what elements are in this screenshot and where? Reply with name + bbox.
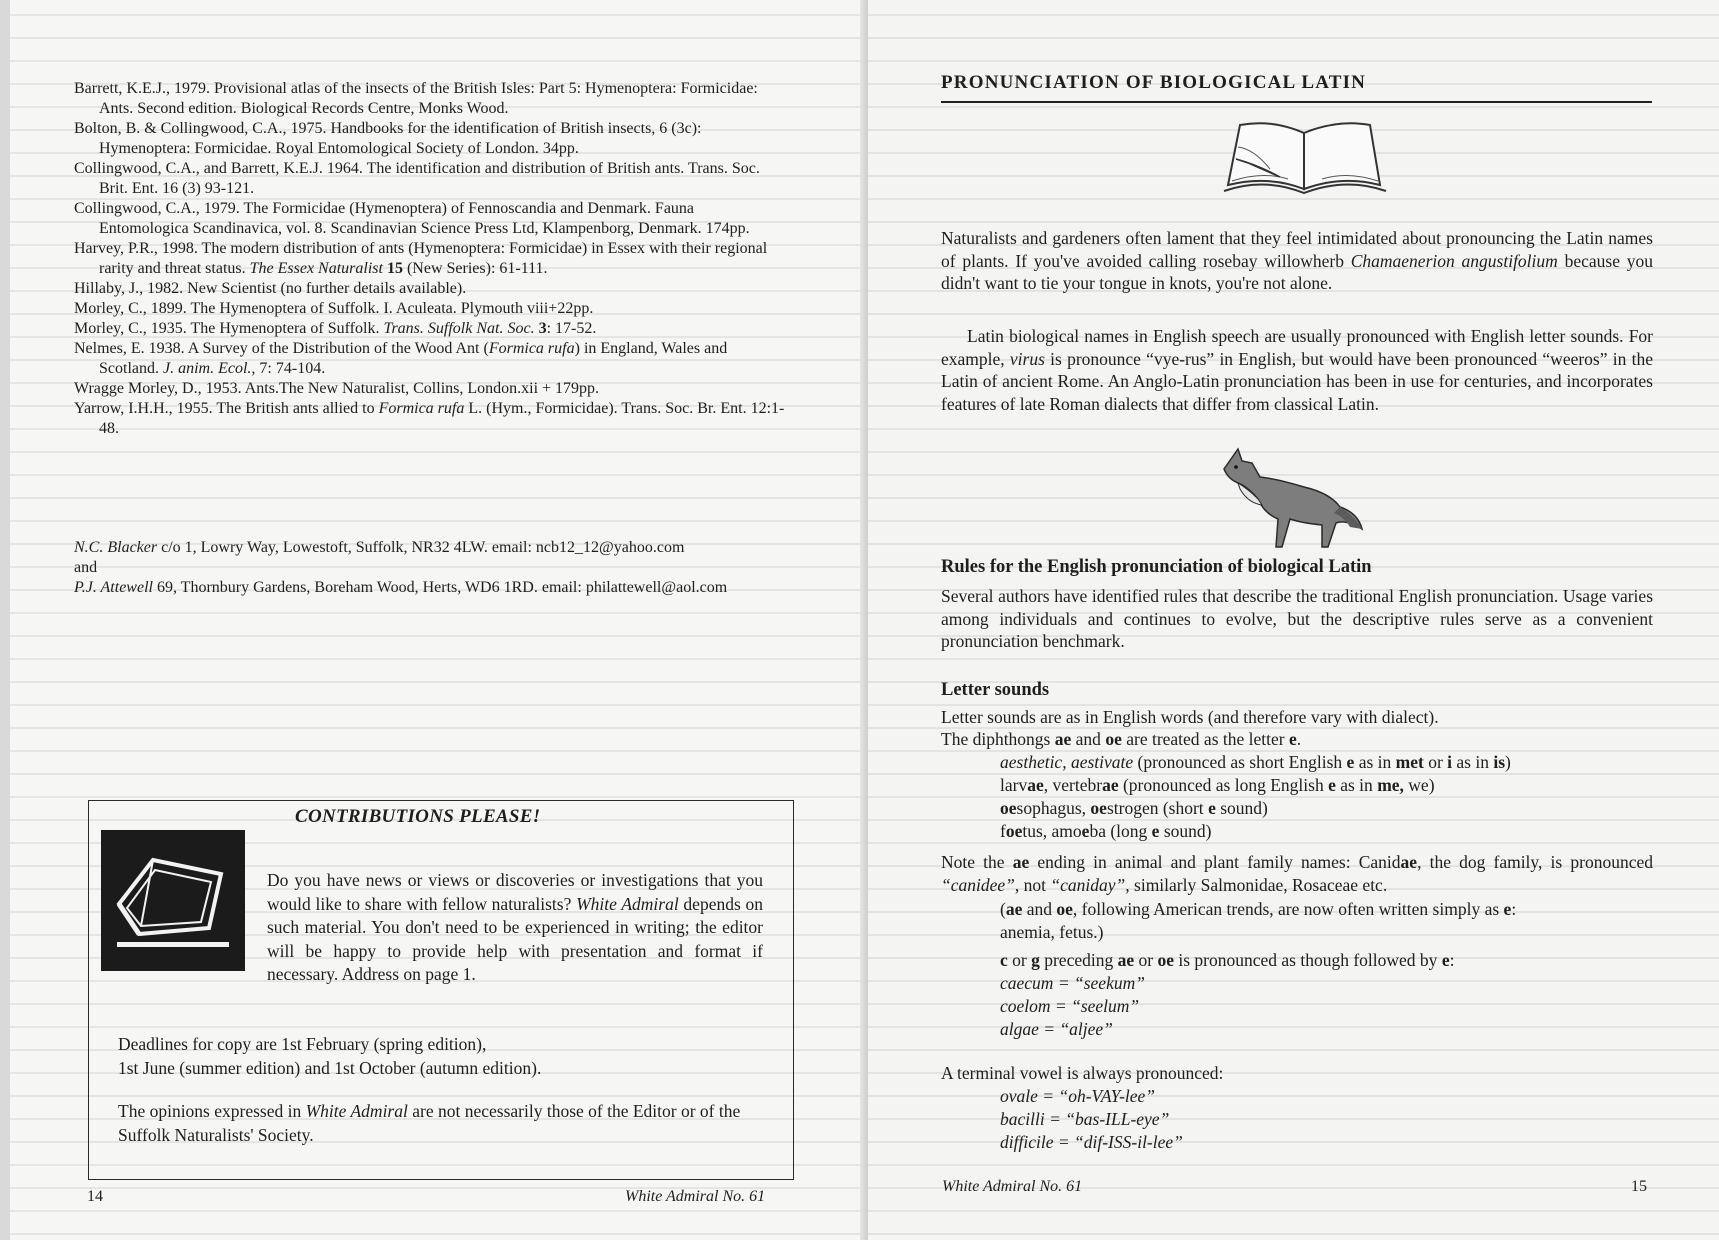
reference-item: Barrett, K.E.J., 1979. Provisional atlas of the insects of the British Isles: Part 5: Hymenoptera: Formicidae: Ants. Second edition. Biological Records Centre, Monks Wood.	[74, 80, 758, 117]
contribution-logo-icon	[101, 830, 245, 971]
example-larvae: larvae, vertebrae (pronounced as long English e as in me, we)	[1000, 775, 1435, 795]
terminal-example: bacilli = “bas-ILL-eye”	[1000, 1109, 1170, 1129]
example-foetus: foetus, amoeba (long e sound)	[1000, 821, 1212, 841]
c-g-example: caecum = “seekum”	[1000, 973, 1145, 993]
reference-item: Harvey, P.R., 1998. The modern distribution of ants (Hymenoptera: Formicidae) in Essex with their regional rarity and threat status. The Essex Naturalist 15 (New Series): 61-111.	[74, 240, 768, 277]
contributions-title: CONTRIBUTIONS PLEASE!	[295, 806, 541, 827]
heading-letter-sounds: Letter sounds	[941, 680, 1050, 700]
author-contacts	[74, 538, 786, 598]
contact-blacker: N.C. Blacker c/o 1, Lowry Way, Lowestoft, Suffolk, NR32 4LW. email: ncb12_12@yahoo.com	[74, 539, 685, 556]
rules-paragraph: Several authors have identified rules that describe the traditional English pronunciation. Usage varies among individuals and continues to evolve, but the descriptive rules serve as a convenient pronunciation benchmark.	[941, 586, 1653, 651]
article-title: PRONUNCIATION OF BIOLOGICAL LATIN	[941, 72, 1367, 93]
footer-title-right: White Admiral No. 61	[942, 1178, 1083, 1195]
letter-sounds-line: Letter sounds are as in English words (and therefore vary with dialect).	[941, 707, 1439, 727]
reference-item: Bolton, B. & Collingwood, C.A., 1975. Handbooks for the identification of British insects, 6 (3c): Hymenoptera: Formicidae. Royal Entomological Society of London. 34pp.	[74, 120, 702, 157]
family-names-note: Note the ae ending in animal and plant family names: Canidae, the dog family, is pronounced “canidee”, not “caniday”, similarly Salmonidae, Rosaceae etc.	[941, 852, 1653, 895]
contact-attewell: P.J. Attewell 69, Thornbury Gardens, Boreham Wood, Herts, WD6 1RD. email: philattewell@aol.com	[74, 579, 728, 596]
fox-icon	[1218, 443, 1364, 555]
page-number-right: 15	[1631, 1178, 1647, 1195]
contributions-text: Do you have news or views or discoveries or investigations that you would like to share with fellow naturalists? White Admiral depends on such material. You don't need to be experienced in writing; the editor will be happy to provide help with presentation and format if necessary. Address on page 1.	[267, 870, 763, 984]
page-number-left: 14	[87, 1188, 103, 1205]
intro-paragraph: Naturalists and gardeners often lament that they feel intimidated about pronouncing the Latin names of plants. If you've avoided calling rosebay willowherb Chamaenerion angustifolium because you didn't want to tie your tongue in knots, you're not alone.	[941, 228, 1653, 293]
footer-title-left: White Admiral No. 61	[625, 1188, 766, 1205]
c-g-example: coelom = “seelum”	[1000, 996, 1140, 1016]
terminal-example: difficile = “dif-ISS-il-lee”	[1000, 1132, 1183, 1152]
english-letters-paragraph: Latin biological names in English speech are usually pronounced with English letter sounds. For example, virus is pronounce “vye-rus” in English, but would have been pronounced “weeros” in the Latin of ancient Rome. An Anglo-Latin pronunciation has been in use for centuries, and incorporates features of late Roman dialects that differ from classical Latin.	[941, 326, 1653, 414]
american-note: (ae and oe, following American trends, are now often written simply as e:	[1000, 899, 1517, 919]
opinions-disclaimer: The opinions expressed in White Admiral are not necessarily those of the Editor or of the Suffolk Naturalists' Society.	[118, 1101, 741, 1145]
c-g-rule: c or g preceding ae or oe is pronounced as though followed by e:	[1000, 950, 1455, 970]
reference-item: Collingwood, C.A., and Barrett, K.E.J. 1964. The identification and distribution of British ants. Trans. Soc. Brit. Ent. 16 (3) 93-121.	[74, 160, 760, 197]
reference-item: Nelmes, E. 1938. A Survey of the Distribution of the Wood Ant (Formica rufa) in England, Wales and Scotland. J. anim. Ecol., 7: 74-104.	[74, 340, 728, 377]
reference-list	[74, 79, 786, 439]
reference-item: Collingwood, C.A., 1979. The Formicidae (Hymenoptera) of Fennoscandia and Denmark. Fauna Entomologica Scandinavica, vol. 8. Scandinavian Science Press Ltd, Klampenborg, Denmark. 174pp.	[74, 200, 750, 237]
example-aesthetic: aesthetic, aestivate (pronounced as short English e as in met or i as in is)	[1000, 752, 1511, 772]
reference-item: Yarrow, I.H.H., 1955. The British ants allied to Formica rufa L. (Hym., Formicidae). Trans. Soc. Br. Ent. 12:1-48.	[74, 400, 785, 437]
deadlines-text: Deadlines for copy are 1st February (spring edition), 1st June (summer edition) and 1st October (autumn edition).	[118, 1034, 542, 1078]
reference-item: Hillaby, J., 1982. New Scientist (no further details available).	[74, 280, 467, 297]
terminal-vowel-rule: A terminal vowel is always pronounced:	[941, 1063, 1224, 1083]
example-oesophagus: oesophagus, oestrogen (short e sound)	[1000, 798, 1268, 818]
heading-rules: Rules for the English pronunciation of biological Latin	[941, 557, 1372, 577]
open-book-icon	[1218, 119, 1392, 199]
diphthongs-line: The diphthongs ae and oe are treated as the letter e.	[941, 729, 1302, 749]
american-note-examples: anemia, fetus.)	[1000, 922, 1104, 942]
reference-item: Wragge Morley, D., 1953. Ants.The New Naturalist, Collins, London.xii + 179pp.	[74, 380, 600, 397]
terminal-example: ovale = “oh-VAY-lee”	[1000, 1086, 1156, 1106]
reference-item: Morley, C., 1899. The Hymenoptera of Suffolk. I. Aculeata. Plymouth viii+22pp.	[74, 300, 594, 317]
c-g-example: algae = “aljee”	[1000, 1019, 1113, 1039]
reference-item: Morley, C., 1935. The Hymenoptera of Suffolk. Trans. Suffolk Nat. Soc. 3: 17-52.	[74, 320, 597, 337]
title-rule	[941, 101, 1652, 103]
contact-and: and	[74, 559, 98, 576]
